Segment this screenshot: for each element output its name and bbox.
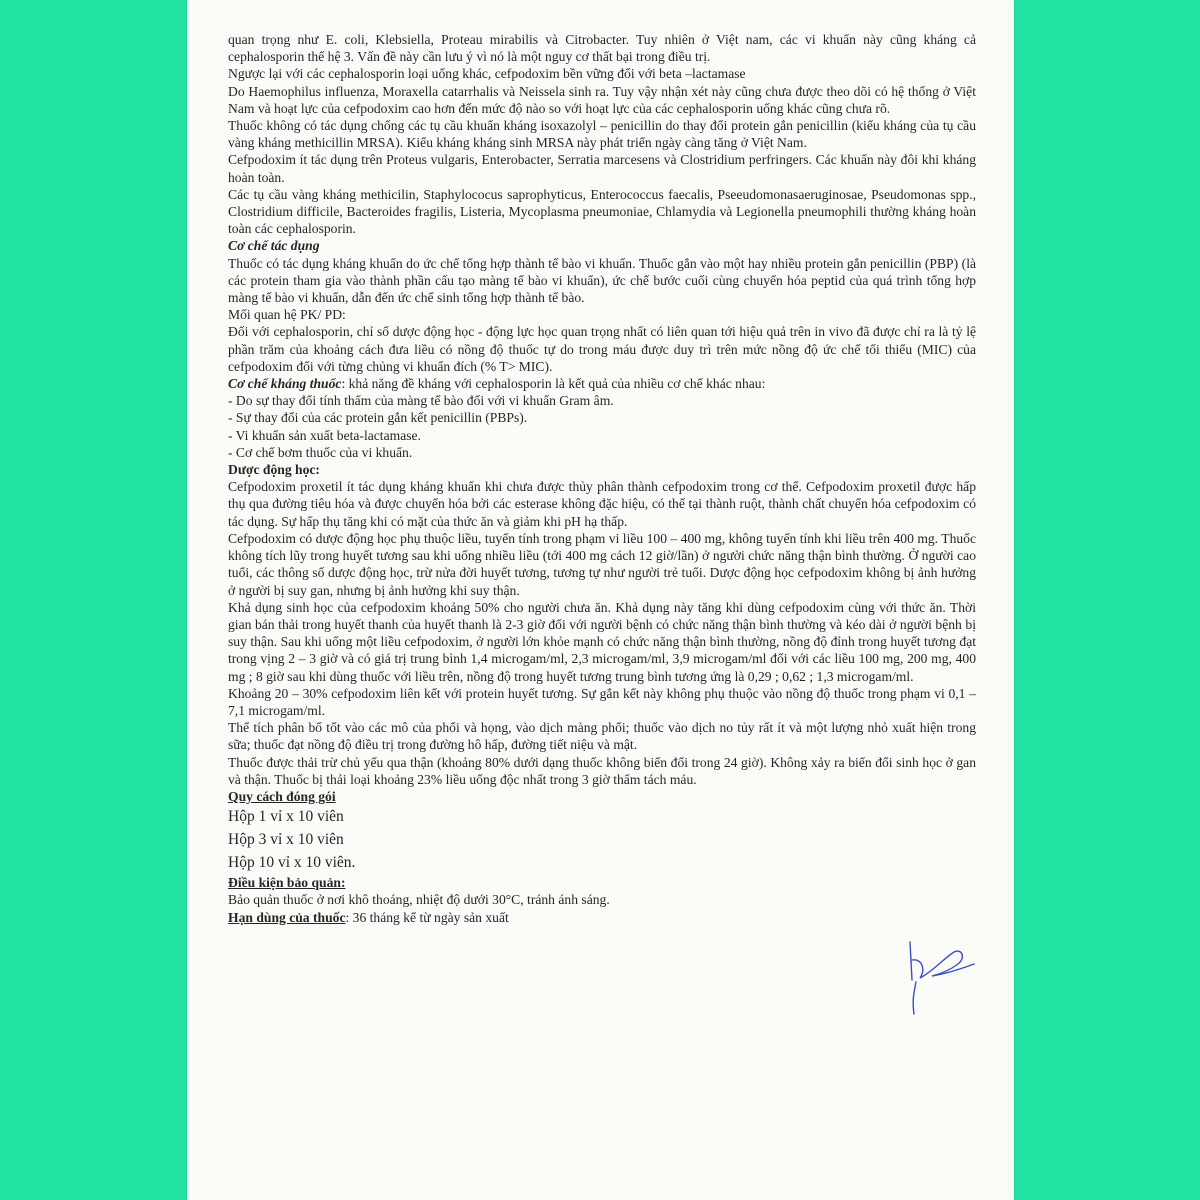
paragraph-resistance-vietnam: quan trọng như E. coli, Klebsiella, Proteau mirabilis và Citrobacter. Tuy nhiên ở Việt nam, các vi khuẩn này cũng kháng cả cephalosporin thế hệ 3. Vấn đề này cần lưu ý vì nó là một nguy cơ thất bại trong điều trị. [228, 32, 976, 65]
heading-storage: Điều kiện bảo quản: [228, 875, 346, 891]
paragraph-pk-distribution: Thể tích phân bố tốt vào các mô của phổi và họng, vào dịch màng phổi; thuốc vào dịch no tủy rất ít và một lượng nhỏ xuất hiện trong sữa; thuốc đạt nồng độ điều trị trong đường hô hấp, đường tiết niệu và mật. [228, 720, 976, 753]
heading-resistance: Cơ chế kháng thuốc [228, 376, 342, 392]
resistance-item: - Vi khuẩn sản xuất beta-lactamase. [228, 427, 421, 443]
paragraph-mrsa: Thuốc không có tác dụng chống các tụ cầu khuẩn kháng isoxazolyl – penicillin do thay đổi protein gắn penicillin (kiểu kháng của tụ cầu vàng kháng methicillin MRSA). Kiểu kháng kháng sinh MRSA này phát triển ngày càng tăng ở Việt Nam. [228, 118, 976, 151]
expiry-line [228, 909, 976, 926]
paragraph-pk-elimination: Thuốc được thải trừ chủ yếu qua thận (khoảng 80% dưới dạng thuốc không biến đổi trong 24 giờ). Không xảy ra biến đổi sinh học ở gan và thận. Thuốc bị thải loại khoảng 23% liều uống độc nhất trong 3 giờ thẩm tách máu. [228, 754, 976, 787]
packaging-item: Hộp 1 vỉ x 10 viên [228, 808, 344, 826]
storage-text: Bảo quản thuốc ở nơi khô thoáng, nhiệt độ dưới 30°C, tránh ánh sáng. [228, 892, 610, 908]
resistance-item: - Sự thay đổi của các protein gắn kết penicillin (PBPs). [228, 410, 528, 426]
paragraph-mechanism: Thuốc có tác dụng kháng khuẩn do ức chế tổng hợp thành tế bào vi khuẩn. Thuốc gắn vào một hay nhiều protein gắn penicillin (PBP) (là các protein tham gia vào thành phần cấu tạo màng tế bào vi khuẩn), ức chế bước cuối cùng chuyển hóa peptid của quá trình tổng hợp màng tế bào vi khuẩn, dẫn đến ức chế sinh tổng hợp thành tế bào. [228, 255, 976, 306]
resistance-intro: : khả năng đề kháng với cephalosporin là kết quả của nhiều cơ chế khác nhau: [341, 376, 766, 392]
packaging-item: Hộp 10 vỉ x 10 viên. [228, 854, 356, 872]
document-text [228, 31, 976, 926]
resistance-item: - Do sự thay đổi tính thấm của màng tế bào đối với vi khuẩn Gram âm. [228, 393, 614, 409]
paragraph-resistant-species: Các tụ cầu vàng kháng methicilin, Staphylococus saprophyticus, Enterococcus faecalis, Pseeudomonasaeruginosae, Pseudomonas spp., Clostridium difficile, Bacteroides fragilis, Listeria, Mycoplasma pneumoniae, Chlamydia và Legionella pneumophili thường kháng hoàn toàn các cephalosporin. [228, 186, 976, 237]
pkpd-label: Mối quan hệ PK/ PD: [228, 307, 346, 323]
heading-packaging: Quy cách đóng gói [228, 788, 336, 804]
paragraph-pk-linearity: Cefpodoxim có dược động học phụ thuộc liều, tuyến tính trong phạm vi liều 100 – 400 mg, không tuyến tính khi liều trên 400 mg. Thuốc không tích lũy trong huyết tương sau khi uống nhiều liều (tới 400 mg cách 12 giờ/lần) ở người chức năng thận bình thường. Ở người cao tuổi, các thông số dược động học, trừ nửa đời huyết tương, tương tự như người trẻ tuổi. Dược động học cefpodoxim không bị ảnh hưởng ở người bị suy gan, nhưng bị ảnh hưởng khi suy thận. [228, 530, 976, 598]
paragraph-pk-absorption: Cefpodoxim proxetil ít tác dụng kháng khuẩn khi chưa được thủy phân thành cefpodoxim trong cơ thể. Cefpodoxim proxetil được hấp thụ qua đường tiêu hóa và được chuyển hóa bởi các esterase không đặc hiệu, có thể tại thành ruột, thành chất chuyển hóa cefpodoxim có tác dụng. Sự hấp thụ tăng khi có mặt của thức ăn và giảm khi pH hạ thấp. [228, 479, 976, 529]
heading-pharmacokinetics: Dược động học: [228, 462, 320, 478]
packaging-item: Hộp 3 vỉ x 10 viên [228, 831, 344, 849]
paragraph-proteus: Cefpodoxim ít tác dụng trên Proteus vulgaris, Enterobacter, Serratia marcesens và Clostridium perfringers. Các khuẩn này đôi khi kháng hoàn toàn. [228, 152, 976, 185]
resistance-item: - Cơ chế bơm thuốc của vi khuẩn. [228, 444, 413, 460]
heading-mechanism: Cơ chế tác dụng [228, 238, 320, 254]
document-page [187, 0, 1014, 1200]
paragraph-pkpd: Đối với cephalosporin, chỉ số dược động học - động lực học quan trọng nhất có liên quan tới hiệu quả trên in vivo đã được chỉ ra là tỷ lệ phần trăm của khoảng cách đưa liều có nồng độ thuốc tự do trong máu được duy trì trên mức nồng độ ức chế tối thiểu (MIC) của cefpodoxim đối với từng chủng vi khuẩn đích (% T> MIC). [228, 324, 976, 374]
paragraph-pk-protein-binding: Khoảng 20 – 30% cefpodoxim liên kết với protein huyết tương. Sự gắn kết này không phụ thuộc vào nồng độ thuốc trong phạm vi 0,1 – 7,1 microgam/ml. [228, 685, 976, 718]
heading-expiry: Hạn dùng của thuốc [228, 909, 346, 925]
resistance-line [228, 375, 976, 392]
paragraph-haemophilus: Do Haemophilus influenza, Moraxella catarrhalis và Neissela sinh ra. Tuy vậy nhận xét này cũng chưa được theo dõi có hệ thống ở Việt Nam và hoạt lực của cefpodoxim cao hơn đến mức độ nào so với hoạt lực của các cephalosporin uống khác cũng chưa rõ. [228, 83, 976, 116]
signature-mark [892, 930, 982, 1030]
paragraph-beta-lactamase: Ngược lại với các cephalosporin loại uống khác, cefpodoxim bền vững đối với beta –lactamase [228, 66, 746, 82]
expiry-text: : 36 tháng kể từ ngày sản xuất [345, 909, 509, 925]
paragraph-pk-bioavailability: Khả dụng sinh học của cefpodoxim khoảng 50% cho người chưa ăn. Khả dụng này tăng khi dùng cefpodoxim cùng với thức ăn. Thời gian bán thải trong huyết thanh của huyết thanh là 2-3 giờ đối với người bệnh có chức năng thận bình thường và kéo dài ở người bệnh bị suy thận. Sau khi uống một liều cefpodoxim, ở người lớn khỏe mạnh có chức năng thận bình thường, nồng độ đỉnh trong huyết tương đạt trong vịng 2 – 3 giờ và có giá trị trung bình 1,4 microgam/ml, 2,3 microgam/ml, 3,9 microgam/ml đối với các liều 100 mg, 200 mg, 400 mg ; 8 giờ sau khi dùng thuốc với liều trên, nồng độ trong huyết tương trung bình tương ứng là 0,29 ; 0,62 ; 1,3 microgam/ml. [228, 599, 976, 684]
